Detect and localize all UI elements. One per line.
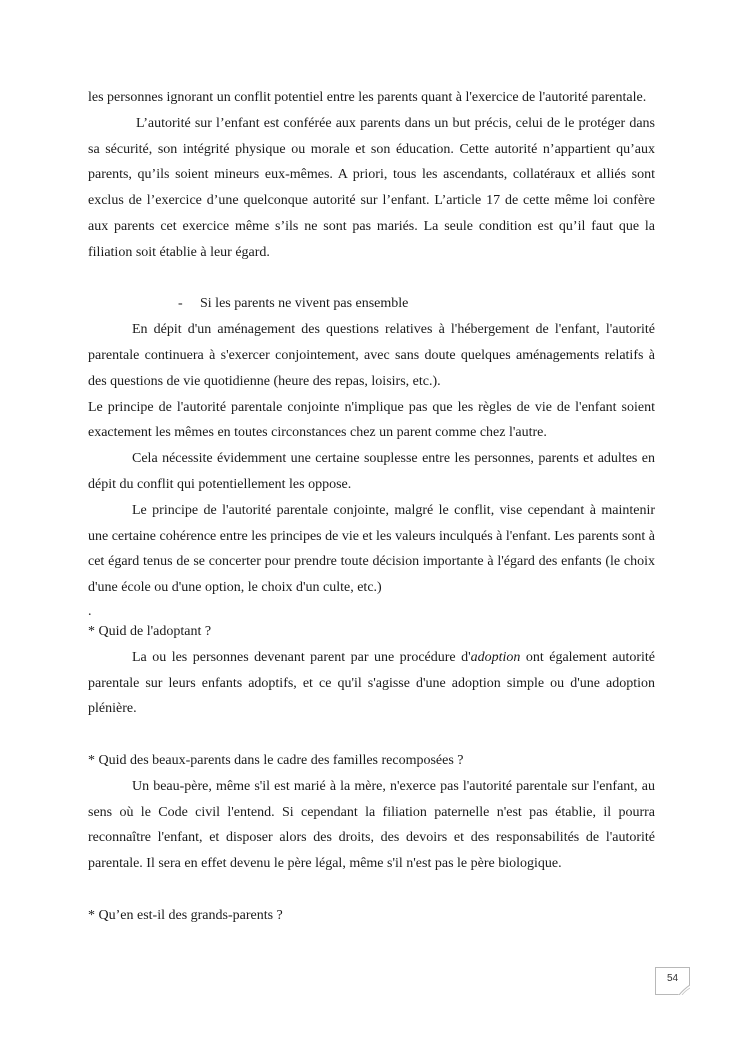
paragraph-autorite-enfant: L’autorité sur l’enfant est conférée aux parents dans un but précis, celui de le protéger dans sa sécurité, son intégrité physique ou morale et son éducation. Cette autorité n’appartient qu’aux parents, qu’ils soient mineurs eux-mêmes. A priori, tous les ascendants, collatéraux et alliés sont exclus de l’exercice d’une quelconque autorité sur l’enfant. L’article 17 de cette même loi confère aux parents cet exercice même s’ils ne sont pas mariés. La seule condition est qu’il faut que la filiation soit établie à leur égard. xyxy=(88,115,655,260)
bullet-item xyxy=(88,291,655,317)
page-curl-icon xyxy=(678,985,690,995)
adoption-italic: adoption xyxy=(470,649,521,665)
paragraph-souplesse: Cela nécessite évidemment une certaine souplesse entre les personnes, parents et adultes en dépit du conflit qui potentiellement les oppose. xyxy=(88,451,655,492)
paragraph-beau-pere: Un beau-père, même s'il est marié à la mère, n'exerce pas l'autorité parentale sur l'enfant, au sens où le Code civil l'entend. Si cependant la filiation paternelle n'est pas établie, il pourra reconnaître l'enfant, et disposer alors des droits, des devoirs et des responsabilités de l'autorité parentale. Il sera en effet devenu le père légal, même s'il n'est pas le père biologique. xyxy=(88,778,655,872)
paragraph-coherence: Le principe de l'autorité parentale conjointe, malgré le conflit, vise cependant à maintenir une certaine cohérence entre les principes de vie et les valeurs inculqués à l'enfant. Les parents sont à cet égard tenus de se concerter pour prendre toute décision importante à l'égard des enfants (le choix d'une école ou d'une option, le choix d'un culte, etc.) xyxy=(88,502,655,596)
paragraph-adoption xyxy=(88,645,655,722)
heading-beaux-parents: * Quid des beaux-parents dans le cadre des familles recomposées ? xyxy=(88,752,464,768)
heading-grands-parents: * Qu’en est-il des grands-parents ? xyxy=(88,907,283,923)
adoption-text-after: ont également autorité parentale sur leurs enfants adoptifs, et ce qu'il s'agisse d'une adoption simple ou d'une adoption plénière. xyxy=(88,649,655,717)
paragraph-hebergement: En dépit d'un aménagement des questions relatives à l'hébergement de l'enfant, l'autorité parentale continuera à s'exercer conjointement, avec sans doute quelques aménagements relatifs à des questions de vie quotidienne (heure des repas, loisirs, etc.). xyxy=(88,322,655,389)
body-text xyxy=(88,85,655,929)
spacer xyxy=(88,877,655,903)
paragraph-continuation: les personnes ignorant un conflit potentiel entre les parents quant à l'exercice de l'autorité parentale. xyxy=(88,90,647,105)
bullet-dash: - xyxy=(178,296,183,312)
page-number: 54 xyxy=(666,973,679,984)
page-number-box xyxy=(655,967,690,995)
bullet-text: Si les parents ne vivent pas ensemble xyxy=(200,296,409,312)
paragraph-principe-conjointe: Le principe de l'autorité parentale conjointe n'implique pas que les règles de vie de l'enfant soient exactement les mêmes en toutes circonstances chez un parent comme chez l'autre. xyxy=(88,399,655,441)
stray-dot: . xyxy=(88,603,92,619)
spacer xyxy=(88,266,655,292)
adoption-text-before: La ou les personnes devenant parent par une procédure d' xyxy=(132,649,471,665)
heading-adoptant: * Quid de l'adoptant ? xyxy=(88,623,212,639)
spacer xyxy=(88,722,655,748)
